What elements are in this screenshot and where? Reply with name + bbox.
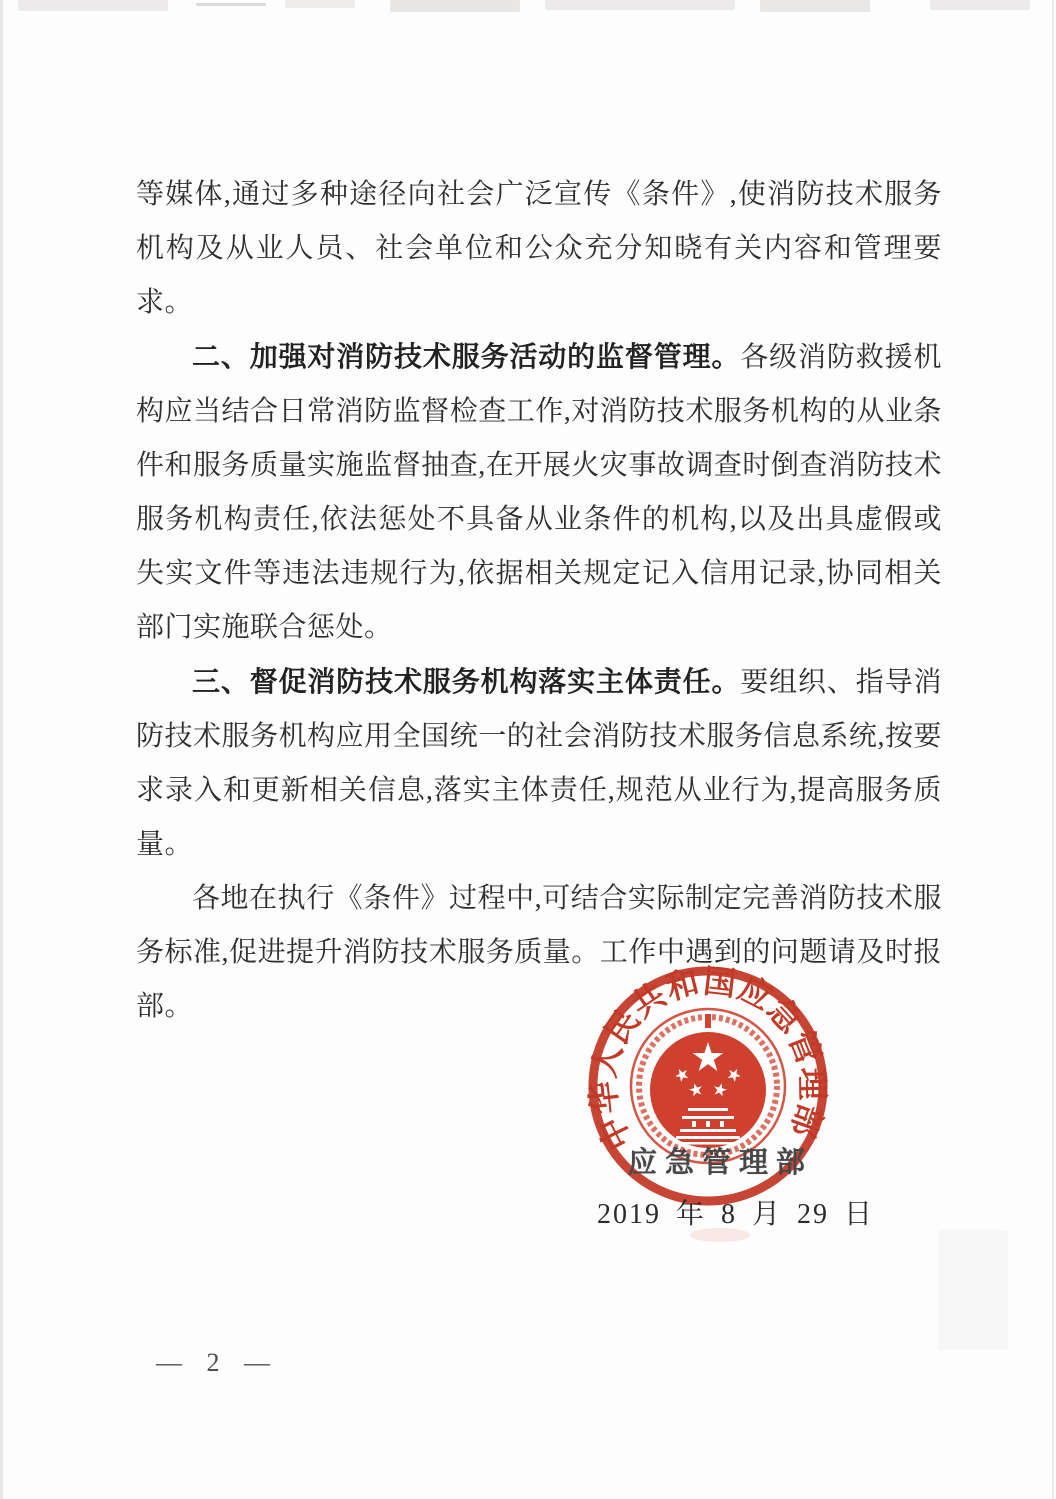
paragraph: 等媒体,通过多种途径向社会广泛宣传《条件》,使消防技术服务机构及从业人员、社会单位和公众充分知晓有关内容和管理要求。 bbox=[136, 179, 942, 318]
scan-artifact bbox=[545, 0, 735, 10]
agency-name: 应急管理部 bbox=[628, 1147, 814, 1179]
scan-artifact bbox=[285, 0, 355, 8]
scan-artifact bbox=[18, 0, 168, 11]
scan-edge-right bbox=[1052, 0, 1054, 1499]
body-text bbox=[136, 168, 942, 1034]
page-number: — 2 — bbox=[156, 1348, 272, 1377]
scan-artifact bbox=[196, 3, 266, 6]
issue-date: 2019 年 8 月 29 日 bbox=[597, 1199, 875, 1230]
paragraph: 三、督促消防技术服务机构落实主体责任。要组织、指导消防技术服务机构应用全国统一的社会消防技术服务信息系统,按要求录入和更新相关信息,落实主体责任,规范从业行为,提高服务质量。 bbox=[136, 666, 942, 860]
scan-artifact bbox=[390, 0, 520, 12]
paragraph-lead: 三、督促消防技术服务机构落实主体责任。 bbox=[192, 666, 741, 697]
scan-artifact bbox=[760, 0, 870, 12]
paragraph-lead: 二、加强对消防技术服务活动的监督管理。 bbox=[192, 341, 741, 372]
scan-artifact bbox=[930, 0, 1030, 10]
paragraph: 各地在执行《条件》过程中,可结合实际制定完善消防技术服务标准,促进提升消防技术服务质量。工作中遇到的问题请及时报部。 bbox=[136, 883, 942, 1022]
scan-artifact bbox=[938, 1230, 1008, 1350]
paragraph: 二、加强对消防技术服务活动的监督管理。各级消防救援机构应当结合日常消防监督检查工作,对消防技术服务机构的从业条件和服务质量实施监督抽查,在开展火灾事故调查时倒查消防技术服务机构责任,依法惩处不具备从业条件的机构,以及出具虚假或失实文件等违法违规行为,依据相关规定记入信用记录,协同相关部门实施联合惩处。 bbox=[136, 341, 942, 643]
seal-ring-text: 中华人民共和国应急管理部 bbox=[585, 963, 830, 1156]
scan-edge-left bbox=[0, 0, 3, 1499]
